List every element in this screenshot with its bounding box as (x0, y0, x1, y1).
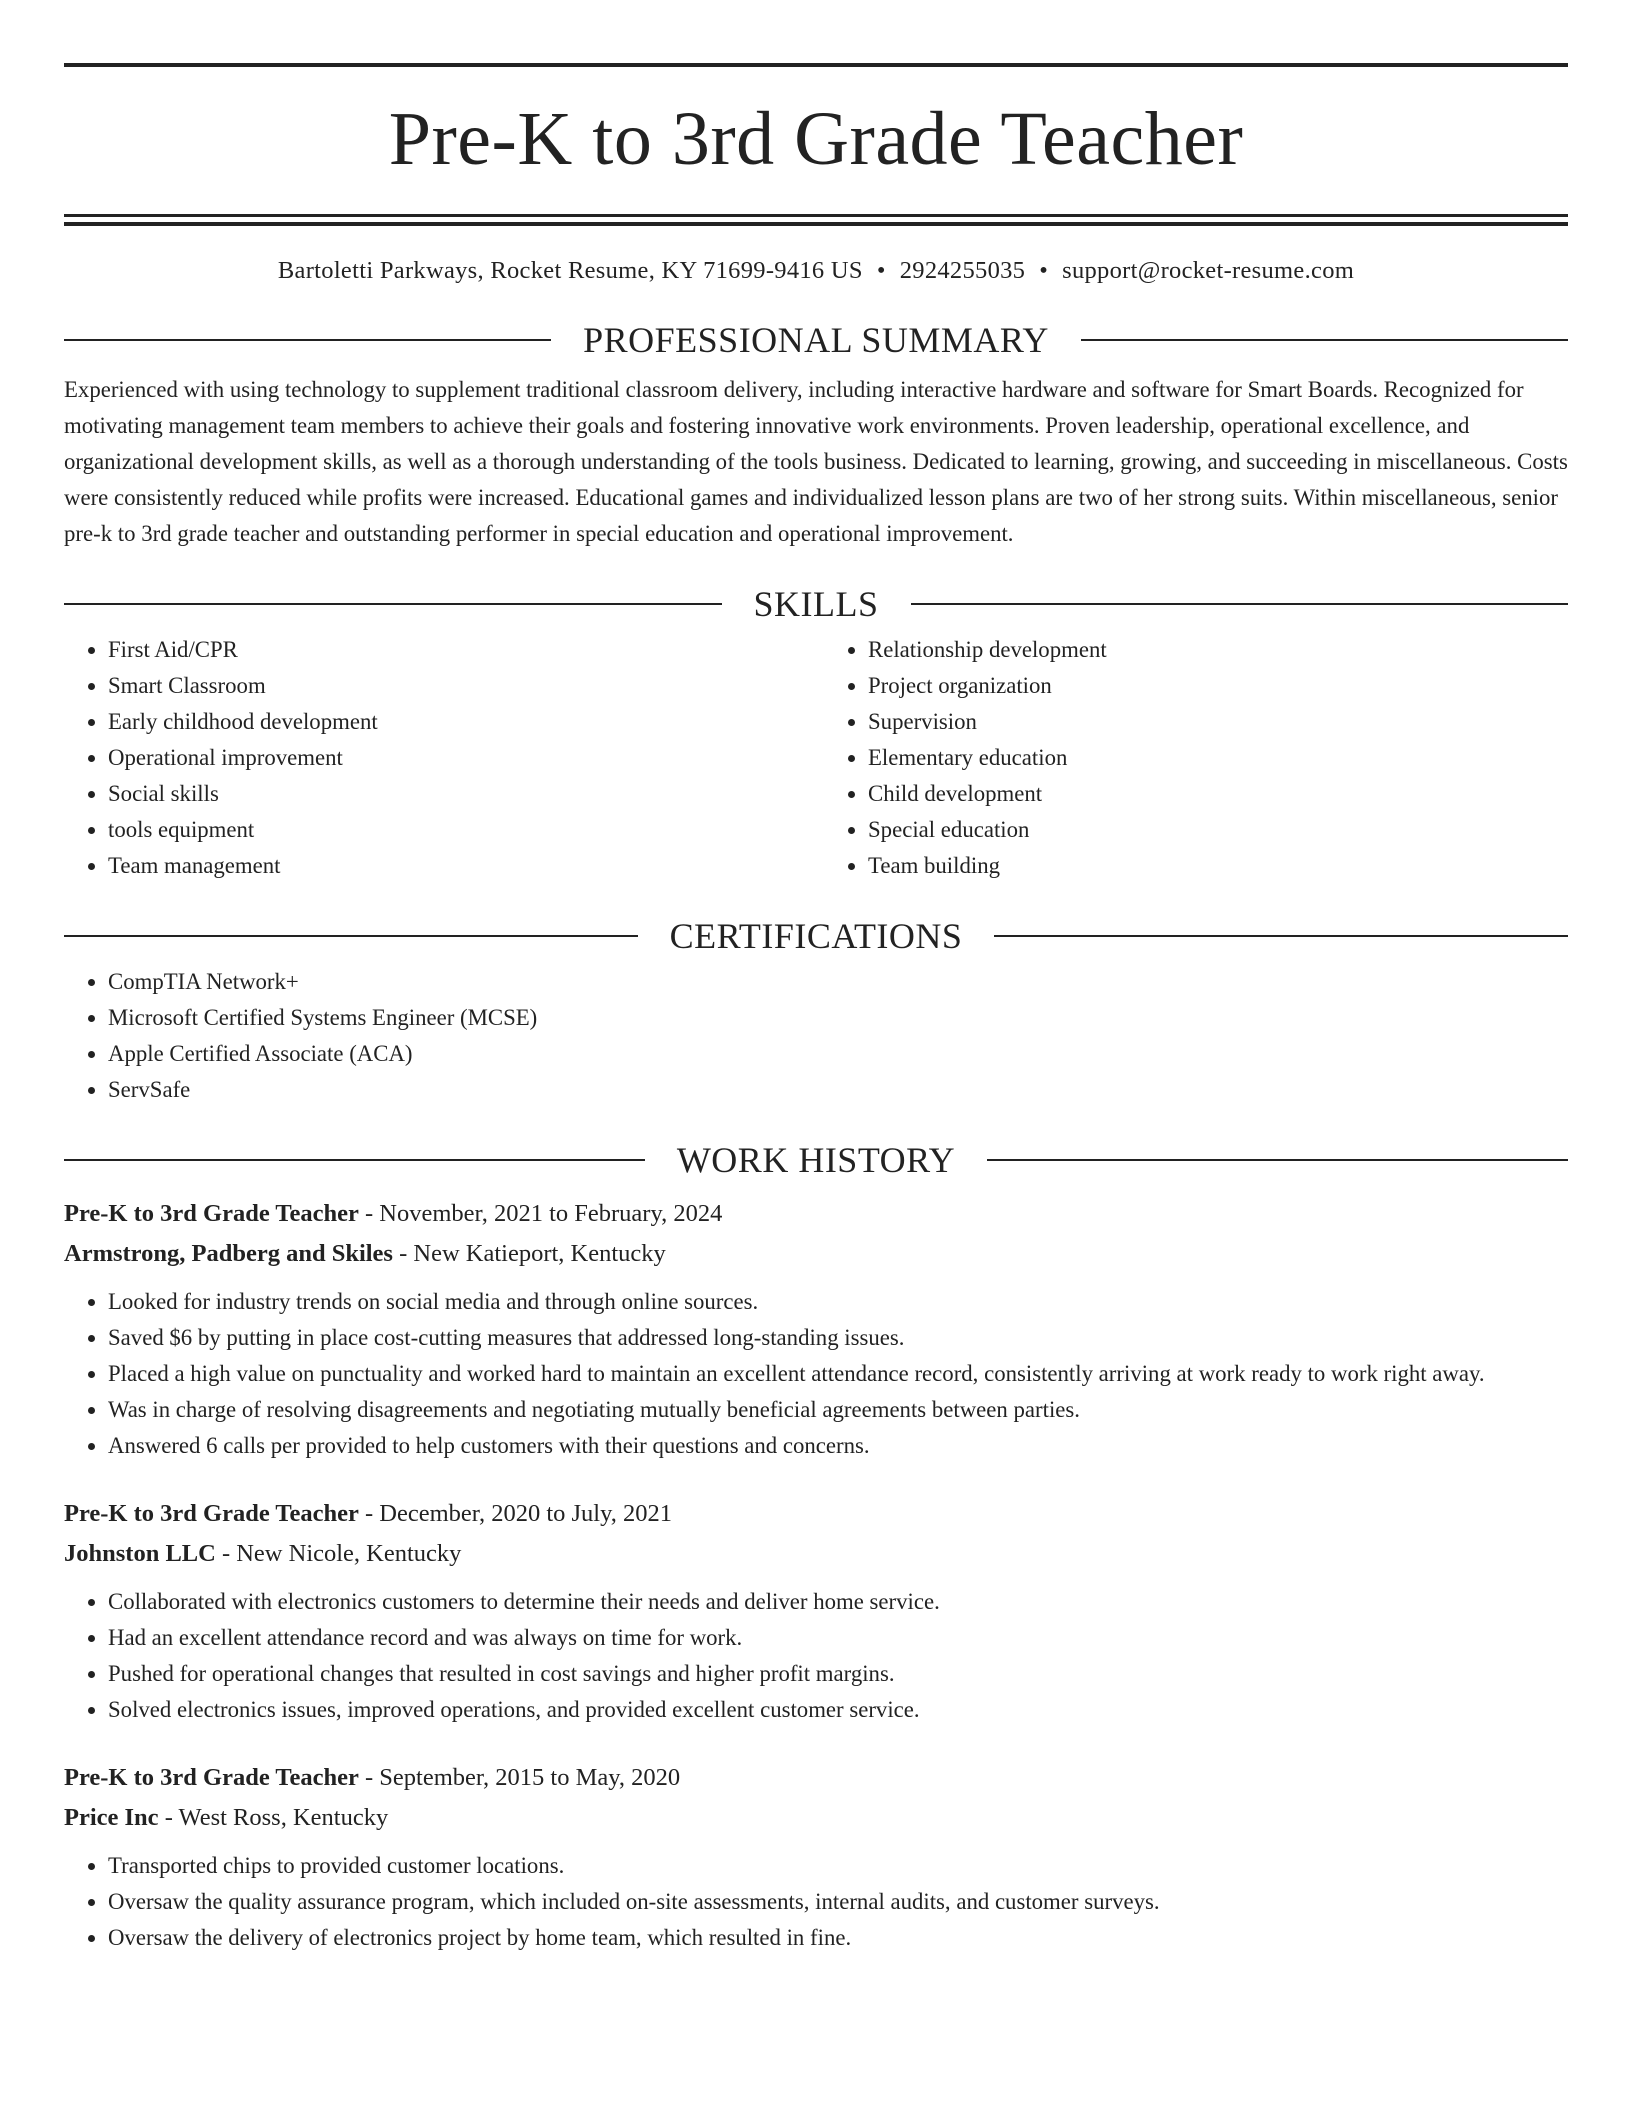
job-entry (64, 1758, 1568, 1956)
summary-title: PROFESSIONAL SUMMARY (583, 320, 1049, 360)
job-bullet: • Saved $6 by putting in place cost-cutting measures that addressed long-standing issues. (108, 1320, 1568, 1356)
skill-item: • Operational improvement (108, 740, 808, 776)
skills-title: SKILLS (753, 584, 879, 624)
job-dates: - November, 2021 to February, 2024 (358, 1200, 723, 1227)
resume-name: Pre-K to 3rd Grade Teacher (388, 97, 1244, 181)
certification-item: • Microsoft Certified Systems Engineer (MCSE) (108, 1000, 1568, 1036)
double-rule (64, 214, 1568, 226)
job-bullet: • Transported chips to provided customer locations. (108, 1848, 1568, 1884)
job-company-line (64, 1534, 1568, 1574)
skill-item: • Elementary education (868, 740, 1568, 776)
job-bullet: • Pushed for operational changes that resulted in cost savings and higher profit margins. (108, 1656, 1568, 1692)
skill-item: • Child development (868, 776, 1568, 812)
job-bullet: • Had an excellent attendance record and was always on time for work. (108, 1620, 1568, 1656)
skills-grid (64, 626, 1568, 884)
job-location: - New Nicole, Kentucky (215, 1540, 462, 1567)
heading-rule-left (64, 339, 551, 341)
job-company: Armstrong, Padberg and Skiles (64, 1240, 393, 1267)
skills-list-right (808, 632, 1568, 884)
contact-separator: • (1039, 257, 1049, 284)
job-company-line (64, 1798, 1568, 1838)
skill-item: • Smart Classroom (108, 668, 808, 704)
heading-rule-left (64, 1159, 645, 1161)
job-company: Johnston LLC (64, 1540, 216, 1567)
work-title: WORK HISTORY (676, 1140, 956, 1180)
job-bullets (64, 1284, 1568, 1464)
skills-list-left (64, 632, 808, 884)
certification-item: • CompTIA Network+ (108, 964, 1568, 1000)
job-dates: - December, 2020 to July, 2021 (358, 1500, 672, 1527)
job-bullets (64, 1848, 1568, 1956)
work-history-list (64, 1194, 1568, 1956)
skills-heading (64, 582, 1568, 626)
job-title-line (64, 1494, 1568, 1534)
heading-rule-right (994, 935, 1568, 937)
job-bullet: • Placed a high value on punctuality and worked hard to maintain an excellent attendance record, consistently arriving at work ready to work right away. (108, 1356, 1568, 1392)
contact-phone: 2924255035 (899, 257, 1026, 284)
heading-rule-right (987, 1159, 1568, 1161)
job-title-line (64, 1758, 1568, 1798)
contact-address: Bartoletti Parkways, Rocket Resume, KY 71699-9416 US (277, 257, 863, 284)
certification-item: • ServSafe (108, 1072, 1568, 1108)
job-dates: - September, 2015 to May, 2020 (358, 1764, 681, 1791)
job-title-line (64, 1194, 1568, 1234)
job-role: Pre-K to 3rd Grade Teacher (64, 1500, 359, 1527)
job-company: Price Inc (64, 1804, 159, 1831)
job-role: Pre-K to 3rd Grade Teacher (64, 1764, 359, 1791)
job-bullet: • Was in charge of resolving disagreements and negotiating mutually beneficial agreements between parties. (108, 1392, 1568, 1428)
job-company-line (64, 1234, 1568, 1274)
skill-item: • Special education (868, 812, 1568, 848)
skill-item: • Early childhood development (108, 704, 808, 740)
skill-item: • tools equipment (108, 812, 808, 848)
contact-separator: • (876, 257, 886, 284)
job-bullets (64, 1584, 1568, 1728)
job-bullet: • Answered 6 calls per provided to help customers with their questions and concerns. (108, 1428, 1568, 1464)
skill-item: • Project organization (868, 668, 1568, 704)
certifications-heading (64, 914, 1568, 958)
job-bullet: • Looked for industry trends on social media and through online sources. (108, 1284, 1568, 1320)
heading-rule-right (1081, 339, 1568, 341)
top-rule (64, 63, 1568, 67)
certifications-title: CERTIFICATIONS (669, 916, 963, 956)
skill-item: • Team management (108, 848, 808, 884)
skill-item: • Social skills (108, 776, 808, 812)
skill-item: • Relationship development (868, 632, 1568, 668)
heading-rule-left (64, 603, 722, 605)
summary-text: Experienced with using technology to supplement traditional classroom delivery, including interactive hardware and software for Smart Boards. Recognized for motivating management team members to achieve their goals and fostering innovative work environments. Proven leadership, operational excellence, and organizational development skills, as well as a thorough understanding of the tools business. Dedicated to learning, growing, and succeeding in miscellaneous. Costs were consistently reduced while profits were increased. Educational games and individualized lesson plans are two of her strong suits. Within miscellaneous, senior pre-k to 3rd grade teacher and outstanding performer in special education and operational improvement. (64, 377, 1568, 546)
job-entry (64, 1494, 1568, 1728)
job-bullet: • Oversaw the quality assurance program, which included on-site assessments, internal audits, and customer surveys. (108, 1884, 1568, 1920)
contact-email: support@rocket-resume.com (1062, 257, 1355, 284)
job-bullet: • Oversaw the delivery of electronics project by home team, which resulted in fine. (108, 1920, 1568, 1956)
job-location: - New Katieport, Kentucky (392, 1240, 666, 1267)
skill-item: • Team building (868, 848, 1568, 884)
job-location: - West Ross, Kentucky (158, 1804, 389, 1831)
job-bullet: • Collaborated with electronics customers to determine their needs and deliver home service. (108, 1584, 1568, 1620)
work-heading (64, 1138, 1568, 1182)
job-entry (64, 1194, 1568, 1464)
heading-rule-left (64, 935, 638, 937)
job-role: Pre-K to 3rd Grade Teacher (64, 1200, 359, 1227)
job-bullet: • Solved electronics issues, improved operations, and provided excellent customer service. (108, 1692, 1568, 1728)
certifications-list (64, 964, 1568, 1108)
contact-line (64, 254, 1568, 288)
summary-heading (64, 318, 1568, 362)
heading-rule-right (911, 603, 1569, 605)
certification-item: • Apple Certified Associate (ACA) (108, 1036, 1568, 1072)
skill-item: • Supervision (868, 704, 1568, 740)
skill-item: • First Aid/CPR (108, 632, 808, 668)
